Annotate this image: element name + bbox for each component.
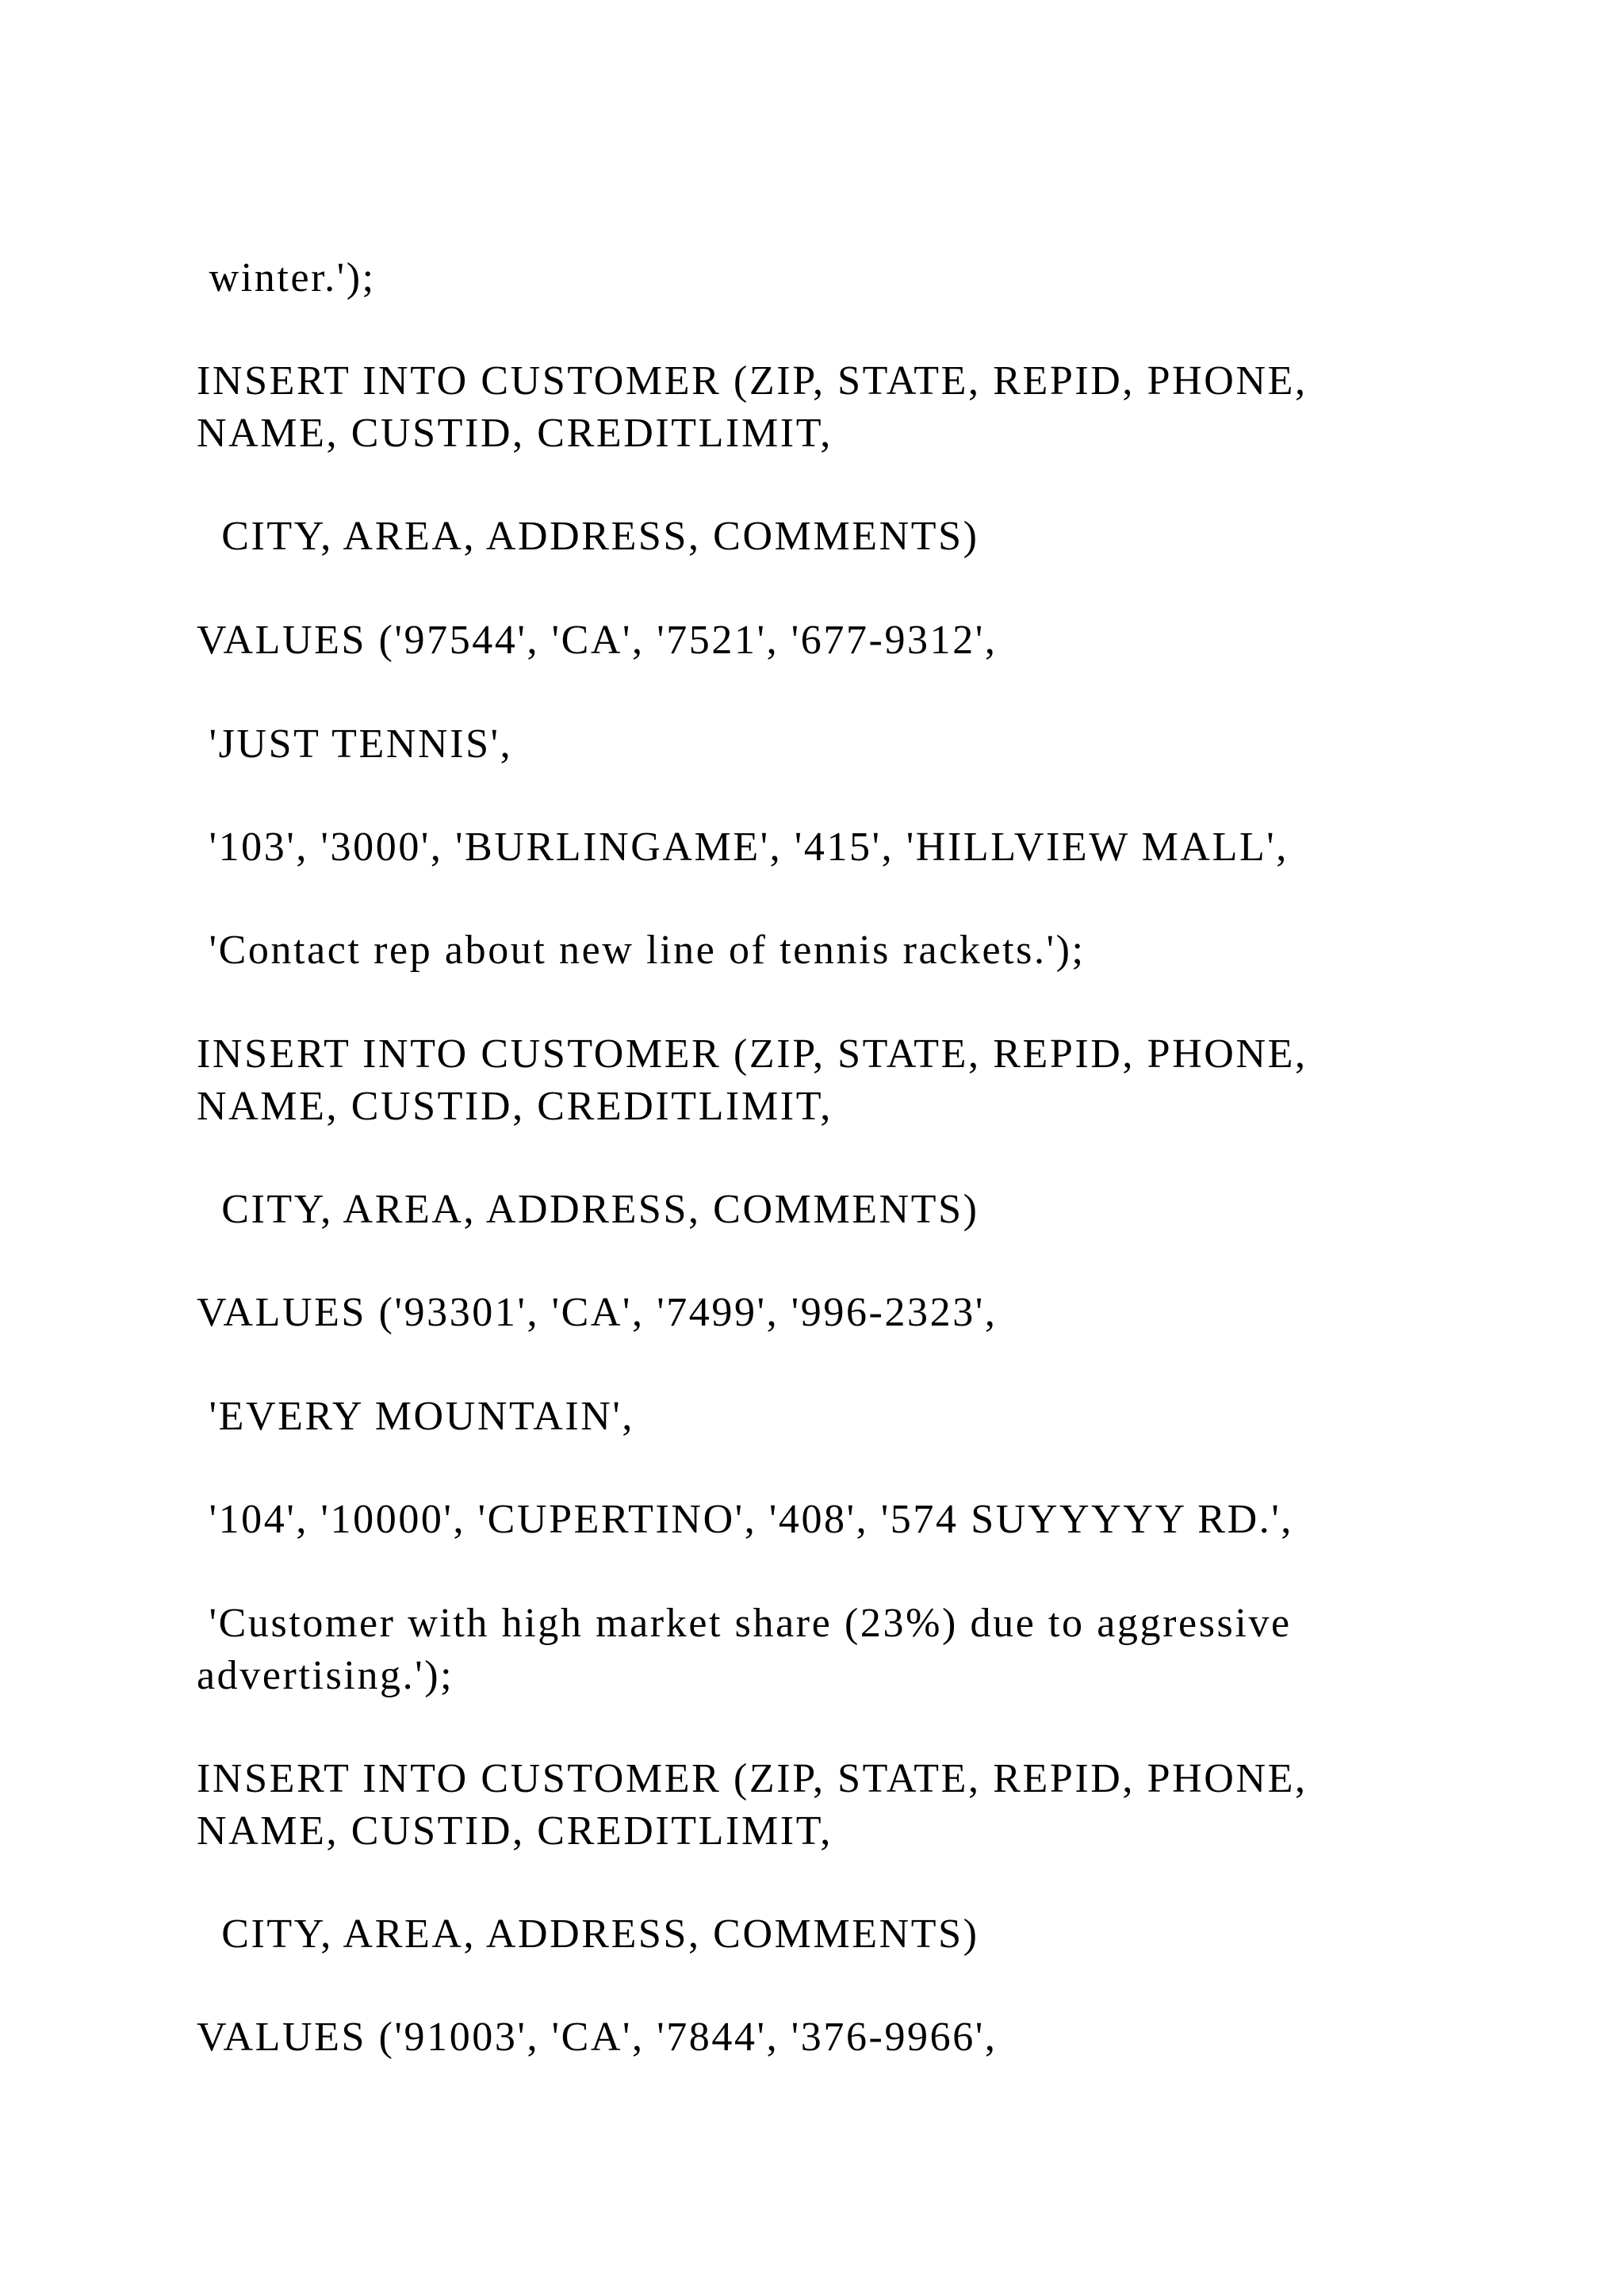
- column-list-line: CITY, AREA, ADDRESS, COMMENTS): [197, 514, 979, 559]
- comment-line: 'Customer with high market share (23%) due to aggressive advertising.');: [197, 1601, 1304, 1698]
- values-line: VALUES ('91003', 'CA', '7844', '376-9966',: [197, 2015, 998, 2060]
- comment-line: 'Contact rep about new line of tennis rackets.');: [197, 928, 1086, 973]
- column-list-line: CITY, AREA, ADDRESS, COMMENTS): [197, 1911, 979, 1957]
- values-line: VALUES ('93301', 'CA', '7499', '996-2323',: [197, 1290, 998, 1335]
- sql-insert-statement: INSERT INTO CUSTOMER (ZIP, STATE, REPID, PHONE, NAME, CUSTID, CREDITLIMIT,: [197, 1031, 1320, 1129]
- sql-insert-statement: INSERT INTO CUSTOMER (ZIP, STATE, REPID, PHONE, NAME, CUSTID, CREDITLIMIT,: [197, 1756, 1320, 1854]
- text-line: winter.');: [197, 255, 376, 300]
- column-list-line: CITY, AREA, ADDRESS, COMMENTS): [197, 1187, 979, 1232]
- values-line: VALUES ('97544', 'CA', '7521', '677-9312',: [197, 618, 998, 663]
- sql-insert-statement: INSERT INTO CUSTOMER (ZIP, STATE, REPID, PHONE, NAME, CUSTID, CREDITLIMIT,: [197, 358, 1320, 456]
- text-line: 'EVERY MOUNTAIN',: [197, 1394, 634, 1439]
- text-line: '104', '10000', 'CUPERTINO', '408', '574 SUYYYYY RD.',: [197, 1497, 1293, 1542]
- text-line: '103', '3000', 'BURLINGAME', '415', 'HILLVIEW MALL',: [197, 825, 1289, 870]
- text-line: 'JUST TENNIS',: [197, 721, 513, 767]
